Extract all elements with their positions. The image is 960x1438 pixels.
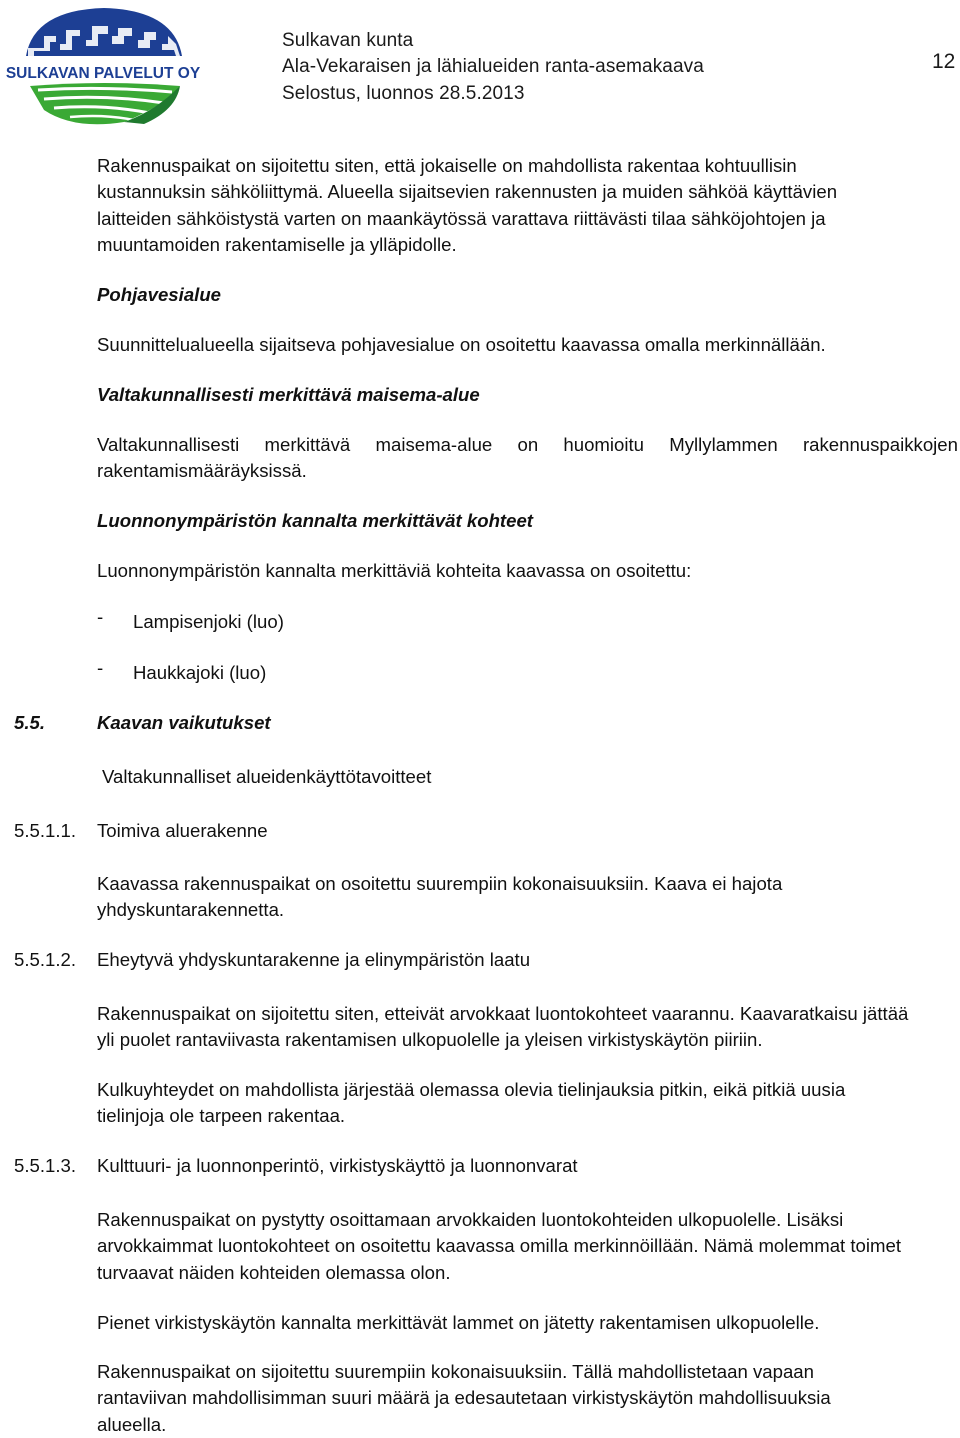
subsection-title: Toimiva aluerakenne	[97, 820, 268, 841]
subsection-paragraph: Kaavassa rakennuspaikat on osoitettu suurempiin kokonaisuuksiin. Kaava ei hajota yhdyskuntarakennetta.	[97, 873, 783, 921]
subsection-number: 5.5.1.3.	[14, 1155, 77, 1176]
subsection-number: 5.5.1.1.	[14, 820, 77, 841]
heading-groundwater: Pohjavesialue	[97, 284, 222, 305]
groundwater-paragraph: Suunnittelualueella sijaitseva pohjavesialue on osoitettu kaavassa omalla merkinnällään.	[97, 334, 826, 355]
list-dash: -	[97, 606, 104, 627]
list-item: Lampisenjoki (luo)	[133, 611, 284, 632]
landscape-paragraph-line-1: Valtakunnallisesti merkittävä maisema-alue on huomioitu Myllylammen rakennuspaikkojen	[97, 434, 958, 455]
heading-landscape: Valtakunnallisesti merkittävä maisema-alue	[97, 384, 480, 405]
subsection-paragraph: Pienet virkistyskäytön kannalta merkittävät lammet on jätetty rakentamisen ulkopuolelle.	[97, 1312, 820, 1333]
landscape-paragraph-line-2: rakentamismääräyksissä.	[97, 460, 307, 482]
list-dash: -	[97, 657, 104, 678]
nature-sites-paragraph: Luonnonympäristön kannalta merkittäviä kohteita kaavassa on osoitettu:	[97, 560, 692, 581]
subsection-paragraph: Kulkuyhteydet on mahdollista järjestää olemassa olevia tielinjauksia pitkin, eikä pitkiä uusia tielinjoja ole tarpeen rakentaa.	[97, 1079, 846, 1127]
page-number: 12	[932, 50, 956, 73]
subsection-paragraph: Rakennuspaikat on sijoitettu siten, etteivät arvokkaat luontokohteet vaarannu. Kaavaratkaisu jättää yli puolet rantaviivasta rakentamisen ulkopuolelle ja yleisen virkistyskäytön piiriin.	[97, 1003, 909, 1051]
logo-text: SULKAVAN PALVELUT OY	[5, 65, 201, 82]
company-logo	[4, 6, 202, 128]
heading-nature-sites: Luonnonympäristön kannalta merkittävät kohteet	[97, 510, 533, 531]
subsection-number: 5.5.1.2.	[14, 949, 77, 970]
list-item: Haukkajoki (luo)	[133, 662, 267, 683]
header-municipality: Sulkavan kunta	[282, 30, 414, 51]
intro-paragraph: Rakennuspaikat on sijoitettu siten, että jokaiselle on mahdollista rakentaa kohtuullisin kustannuksin sähköliittymä. Alueella sijaitsevien rakennusten ja muiden sähköä käyttävien laitteiden sähköistystä varten on maankäytössä varattava riittävästi tilaa sähköjohtojen ja muuntamoiden rakentamiselle ja ylläpidolle.	[97, 155, 838, 255]
section-title: Kaavan vaikutukset	[97, 712, 271, 733]
subsection-paragraph: Rakennuspaikat on pystytty osoittamaan arvokkaiden luontokohteiden ulkopuolelle. Lisäksi arvokkaimmat luontokohteet on osoitettu kaavassa omilla merkinnöillään. Nämä molemmat toimet turvaavat näiden kohteiden olemassa olon.	[97, 1209, 902, 1283]
subsection-paragraph: Rakennuspaikat on sijoitettu suurempiin kokonaisuuksiin. Tällä mahdollistetaan vapaan rantaviivan mahdollisimman suuri määrä ja edesautetaan virkistyskäytön mahdollisuuksia alueella.	[97, 1361, 831, 1435]
header-document-status: Selostus, luonnos 28.5.2013	[282, 83, 525, 104]
subsection-title: Eheytyvä yhdyskuntarakenne ja elinympäristön laatu	[97, 949, 531, 970]
subheading-national-goals: Valtakunnalliset alueidenkäyttötavoitteet	[102, 766, 432, 787]
subsection-title: Kulttuuri- ja luonnonperintö, virkistyskäyttö ja luonnonvarat	[97, 1155, 578, 1176]
landscape-paragraph	[97, 432, 958, 485]
section-number: 5.5.	[14, 712, 46, 733]
header-plan-name: Ala-Vekaraisen ja lähialueiden ranta-asemakaava	[282, 56, 704, 77]
